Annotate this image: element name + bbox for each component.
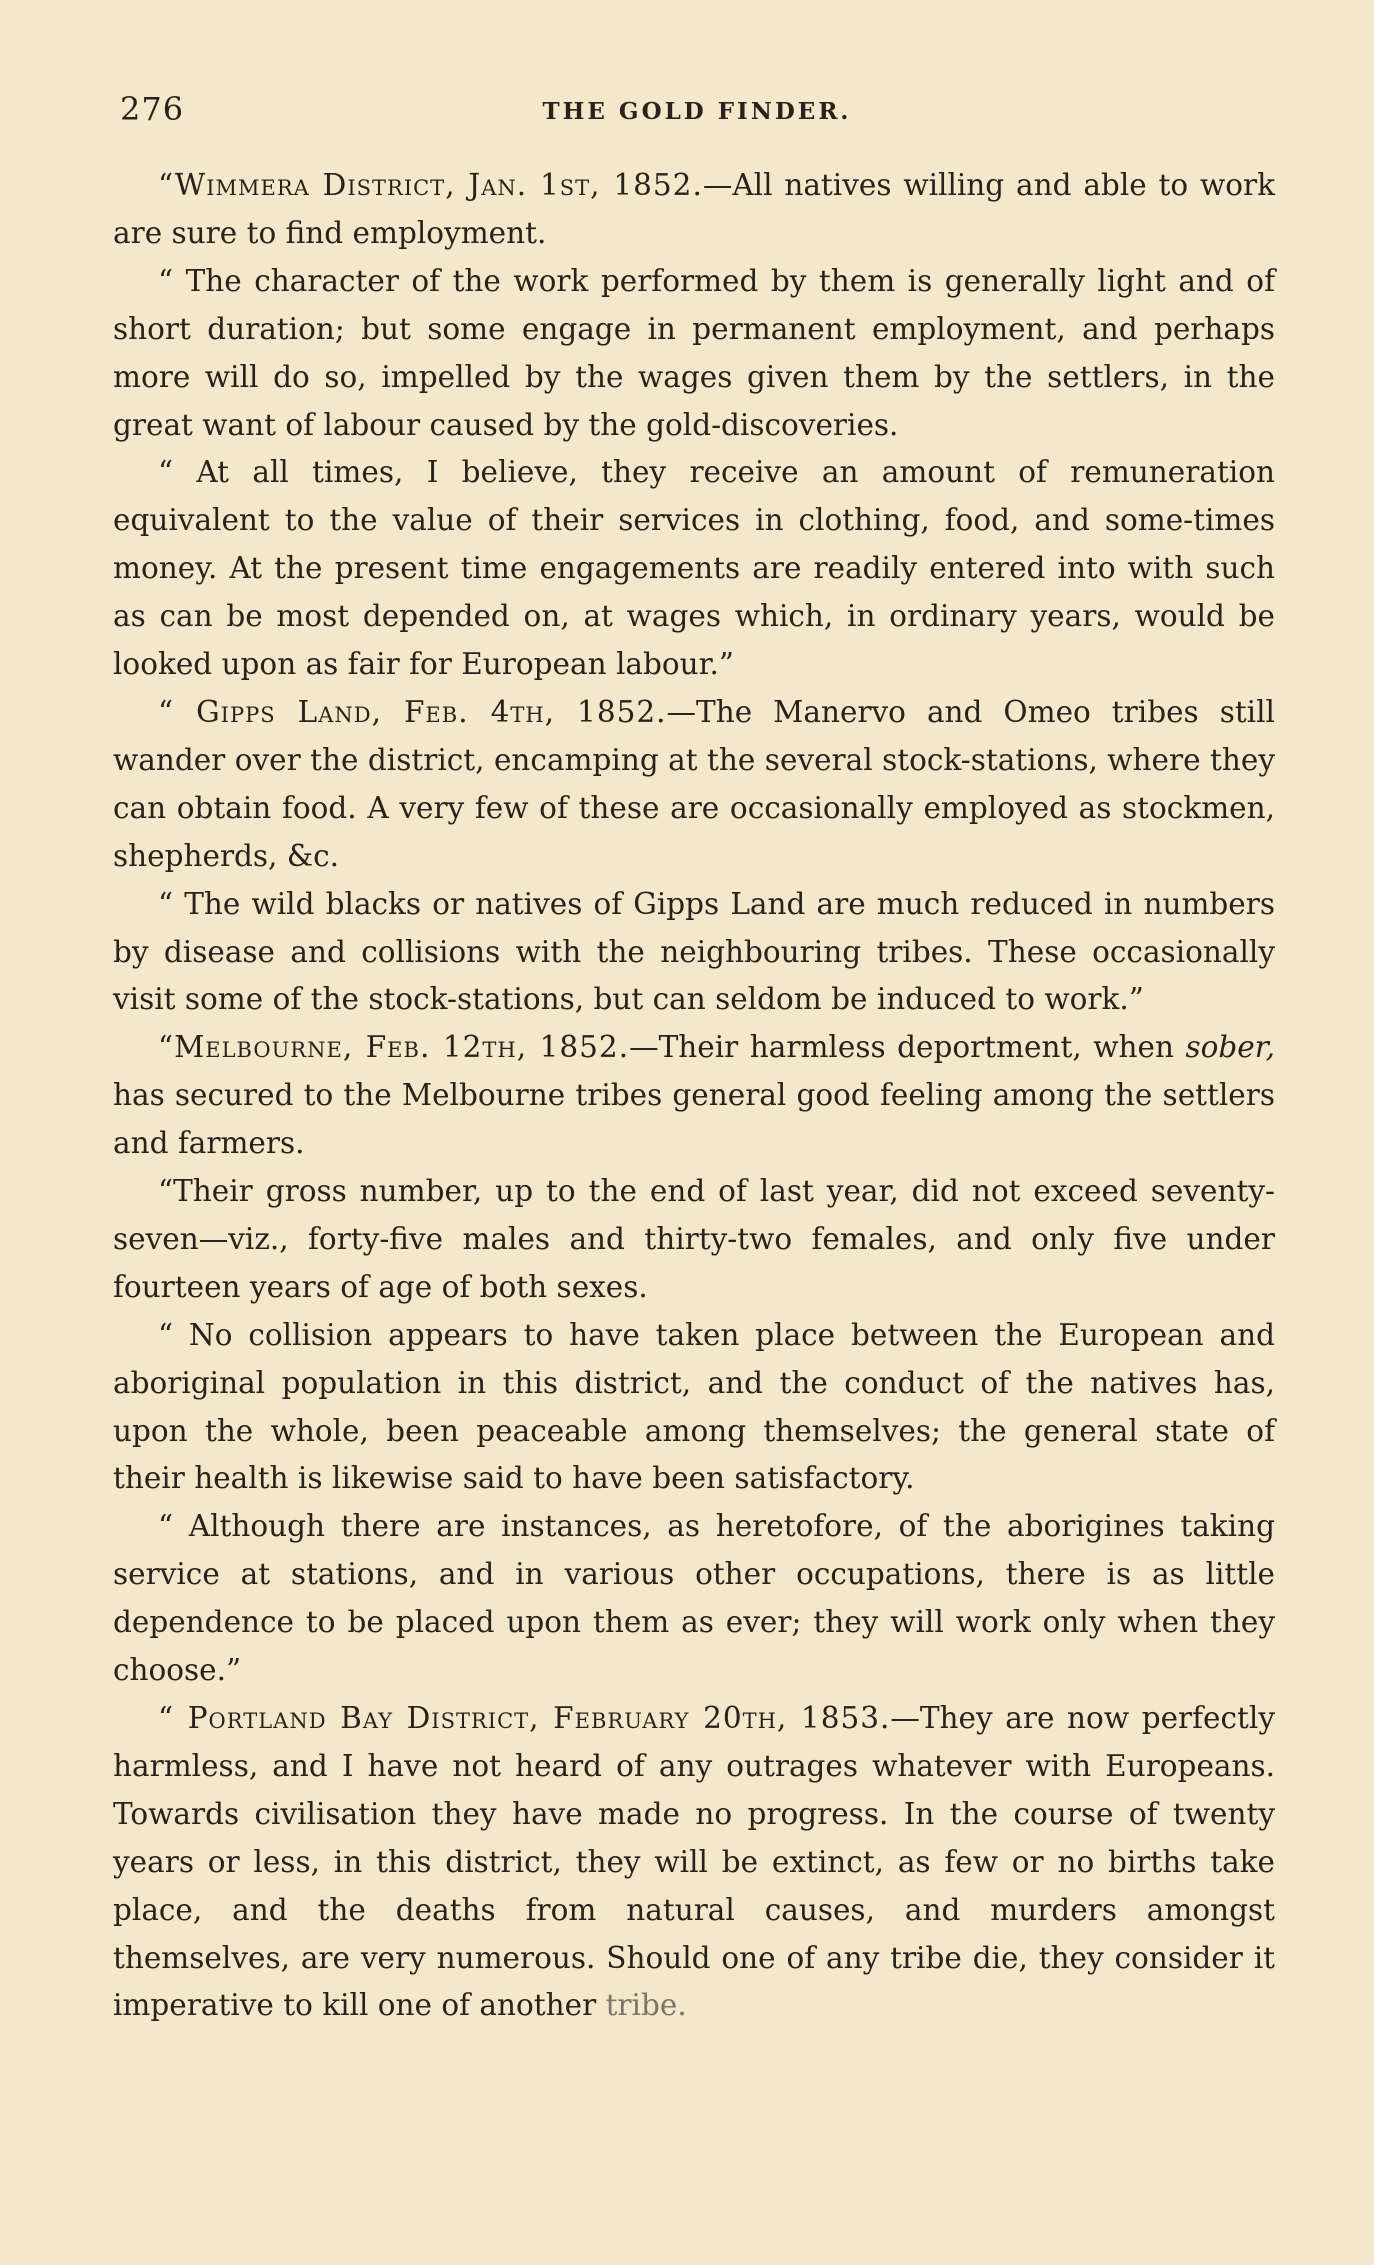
paragraph-instances [113,1503,1275,1695]
paragraph-text: —They are now perfectly harmless, and I have not heard of any outrages whatever with Europeans. Towards civilisation they have made no progress. In the course of twenty years or less, in this district, they will be extinct, as few or no births take place, and the deaths from natural causes, and murders amongst themselves, are very numerous. Should one of any tribe die, they consider it imperative to kill one of another [113,1701,1275,2023]
paragraph-portland-bay [113,1695,1275,2030]
dateline-gipps-land: “ Gipps Land, Feb. 4th, 1852. [158,694,667,729]
paragraph-text: “ At all times, I believe, they receive an amount of remuneration equivalent to the value of their services in clothing, food, and some-times money. At the present time engagements are readily entered into with such as can be most depended on, at wages which, in ordinary years, would be looked upon as fair for European labour.” [113,455,1275,682]
page-number: 276 [120,90,185,128]
paragraph-melbourne [113,1024,1275,1168]
paragraph-remuneration [113,449,1275,689]
paragraph-character-of-work [113,258,1275,450]
paragraph-text: “ No collision appears to have taken place between the European and aboriginal population in this district, and the conduct of the natives has, upon the whole, been peaceable among themselves; the general state of their health is likewise said to have been satisfactory. [113,1317,1275,1496]
paragraph-tail: tribe. [596,1988,687,2023]
paragraph-wild-blacks [113,881,1275,1025]
paragraph-wimmera [113,162,1275,258]
dateline-wimmera: “Wimmera District, Jan. 1st, 1852. [158,168,703,202]
paragraph-gross-number [113,1168,1275,1312]
page-header [120,90,1274,134]
paragraph-gipps-land [113,689,1275,881]
paragraph-text: “ Although there are instances, as heretofore, of the aborigines taking service at stations, and in various other occupations, there is as little dependence to be placed upon them as ever; they will work only when they choose.” [113,1509,1275,1688]
paragraph-text: —Their harmless deportment, when [629,1030,1174,1065]
dateline-portland-bay: “ Portland Bay District, February 20th, 1853. [158,1701,891,1735]
paragraph-text: “Their gross number, up to the end of last year, did not exceed seventy-seven—viz., forty-five males and thirty-two females, and only five under fourteen years of age of both sexes. [113,1174,1275,1304]
paragraph-text: “ The wild blacks or natives of Gipps Land are much reduced in numbers by disease and collisions with the neighbouring tribes. These occasionally visit some of the stock-stations, but can seldom be induced to work.” [113,886,1275,1017]
paragraph-text-continued: has secured to the Melbourne tribes general good feeling among the settlers and farmers. [113,1078,1275,1161]
body-text [113,162,1275,2030]
paragraph-text: “ The character of the work performed by them is generally light and of short duration; but some engage in permanent employment, and perhaps more will do so, impelled by the wages given them by the settlers, in the great want of labour caused by the gold-discoveries. [113,263,1275,442]
paragraph-text: —The Manervo and Omeo tribes still wander over the district, encamping at the several stock-stations, where they can obtain food. A very few of these are occasionally employed as stockmen, shepherds, &c. [113,694,1275,873]
dateline-melbourne: “Melbourne, Feb. 12th, 1852. [158,1030,630,1065]
italic-word: sober, [1185,1030,1275,1065]
running-head: THE GOLD FINDER. [542,98,852,125]
paragraph-no-collision [113,1312,1275,1504]
paragraph-text: —All natives willing and able to work are sure to find employment. [113,168,1275,250]
